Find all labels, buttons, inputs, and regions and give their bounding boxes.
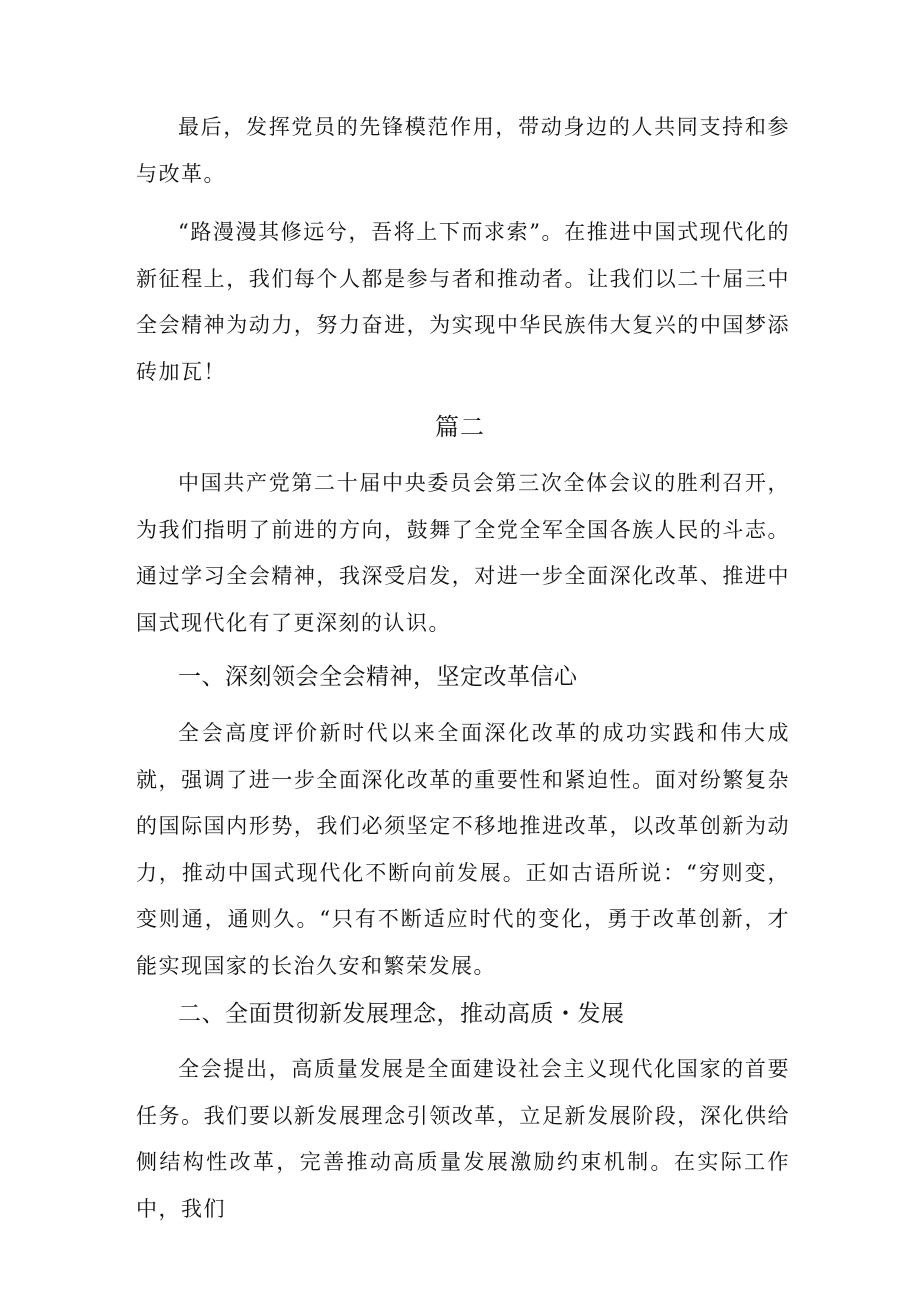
paragraph-section-1: 全会高度评价新时代以来全面深化改革的成功实践和伟大成就，强调了进一步全面深化改革的重要性和紧迫性。面对纷繁复杂的国际国内形势，我们必须坚定不移地推进改革，以改革创新为动力，推动中国式现代化不断向前发展。正如古语所说：“穷则变，变则通，通则久。“只有不断适应时代的变化，勇于改革创新，才能实现国家的长治久安和繁荣发展。 [136,721,790,978]
paragraph-conclusion: 最后，发挥党员的先锋模范作用，带动身边的人共同支持和参与改革。 [136,115,790,186]
paragraph-intro: 中国共产党第二十届中央委员会第三次全体会议的胜利召开，为我们指明了前进的方向，鼓舞了全党全军全国各族人民的斗志。通过学习全会精神，我深受启发，对进一步全面深化改革、推进中国式现代化有了更深刻的认识。 [136,471,790,635]
paragraph-section-2: 全会提出，高质量发展是全面建设社会主义现代化国家的首要任务。我们要以新发展理念引领改革，立足新发展阶段，深化供给侧结构性改革，完善推动高质量发展激励约束机制。在实际工作中，我们 [136,1057,790,1221]
heading-section-1: 一、深刻领会全会精神，坚定改革信心 [178,664,578,690]
paragraph-quote: “路漫漫其修远兮，吾将上下而求索”。在推进中国式现代化的新征程上，我们每个人都是参与者和推动者。让我们以二十届三中全会精神为动力，努力奋进，为实现中华民族伟大复兴的中国梦添砖加瓦！ [136,220,790,384]
heading-section-2: 二、全面贯彻新发展理念，推动高质・发展 [178,1001,625,1027]
section-title: 篇二 [435,413,485,441]
